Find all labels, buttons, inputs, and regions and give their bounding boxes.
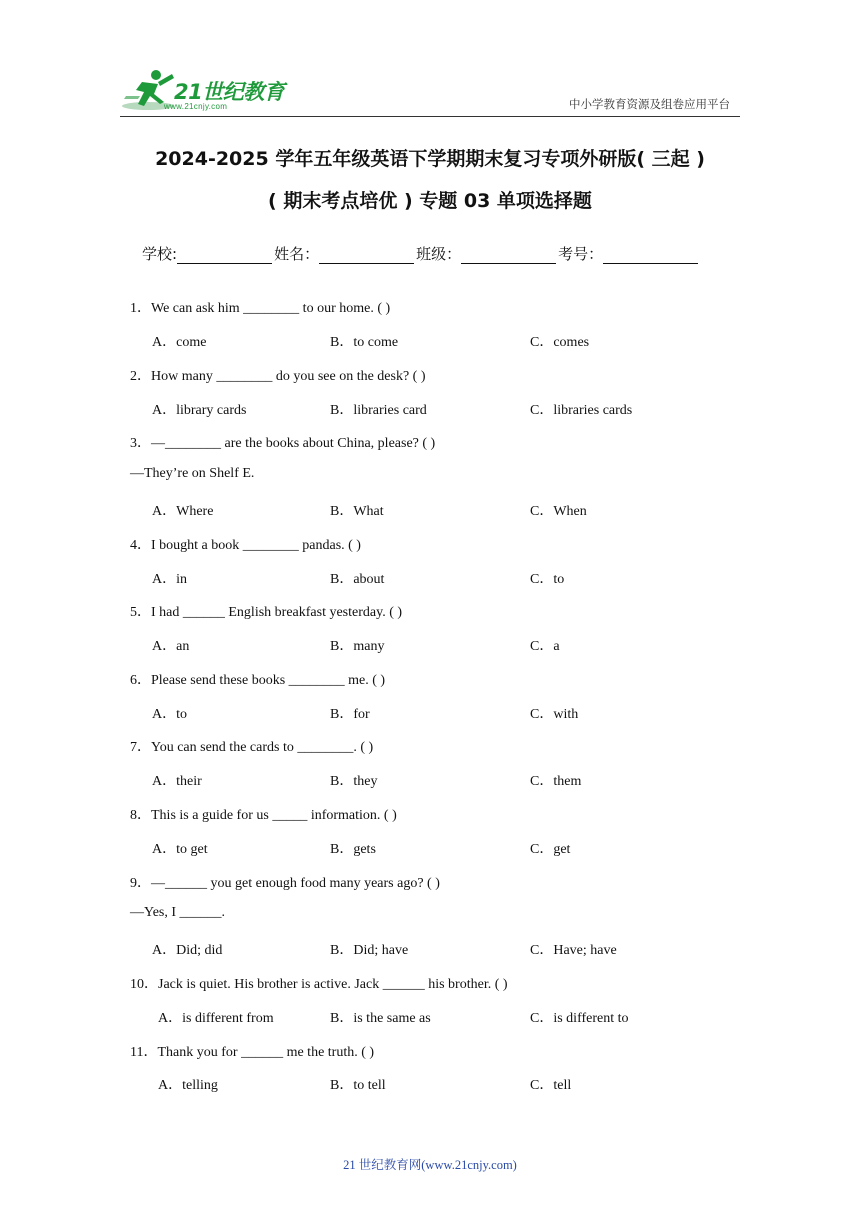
question-stem: 7．You can send the cards to ________. ( )	[130, 740, 374, 755]
option-a[interactable]: A．to get	[152, 842, 208, 857]
number-label: 考号：	[558, 245, 604, 263]
option-b[interactable]: B．Did; have	[330, 943, 409, 958]
option-b[interactable]: B．What	[330, 504, 384, 519]
option-a[interactable]: A．Where	[152, 504, 214, 519]
school-blank[interactable]	[177, 248, 272, 264]
number-field[interactable]	[558, 243, 700, 264]
school-field[interactable]	[142, 243, 274, 264]
class-label: 班级：	[416, 245, 462, 263]
option-c[interactable]: C．comes	[530, 335, 590, 350]
option-a[interactable]: A．library cards	[152, 403, 247, 418]
option-b[interactable]: B．for	[330, 707, 370, 722]
header-divider	[120, 116, 740, 117]
name-label: 姓名：	[274, 245, 320, 263]
option-c[interactable]: C．libraries cards	[530, 403, 633, 418]
number-blank[interactable]	[603, 248, 698, 264]
option-a[interactable]: A．come	[152, 335, 207, 350]
question-stem: 6．Please send these books ________ me. ( )	[130, 673, 386, 688]
option-b[interactable]: B．is the same as	[330, 1011, 431, 1026]
question-stem: 5．I had ______ English breakfast yesterday. ( )	[130, 605, 403, 620]
option-c[interactable]: C．a	[530, 639, 560, 654]
logo-text: 21世纪教育	[174, 80, 285, 104]
logo-url: www.21cnjy.com	[164, 102, 228, 111]
question-stem: 1．We can ask him ________ to our home. ( )	[130, 301, 391, 316]
question-stem: 2．How many ________ do you see on the desk? ( )	[130, 369, 426, 384]
page-header	[120, 66, 740, 118]
option-a[interactable]: A．is different from	[158, 1011, 274, 1026]
option-c[interactable]: C．When	[530, 504, 587, 519]
question-stem: 3．—________ are the books about China, please? ( )	[130, 436, 436, 451]
option-b[interactable]: B．libraries card	[330, 403, 427, 418]
option-b[interactable]: B．to come	[330, 335, 399, 350]
option-a[interactable]: A．in	[152, 572, 187, 587]
name-blank[interactable]	[319, 248, 414, 264]
question-stem: 8．This is a guide for us _____ information. ( )	[130, 808, 397, 823]
option-c[interactable]: C．get	[530, 842, 571, 857]
option-a[interactable]: A．an	[152, 639, 190, 654]
option-c[interactable]: C．to	[530, 572, 565, 587]
platform-tagline: 中小学教育资源及组卷应用平台	[569, 97, 730, 111]
question-sub-line: —Yes, I ______.	[130, 905, 226, 920]
logo	[120, 66, 300, 116]
student-info-row	[142, 243, 700, 264]
question-stem: 4．I bought a book ________ pandas. ( )	[130, 538, 361, 553]
option-b[interactable]: B．about	[330, 572, 385, 587]
option-c[interactable]: C．is different to	[530, 1011, 629, 1026]
document-title-line1: 2024-2025 学年五年级英语下学期期末复习专项外研版( 三起 )	[155, 148, 705, 170]
question-sub-line: —They’re on Shelf E.	[130, 466, 255, 481]
class-blank[interactable]	[461, 248, 556, 264]
question-stem: 11．Thank you for ______ me the truth. ( )	[130, 1045, 375, 1060]
option-c[interactable]: C．tell	[530, 1078, 572, 1093]
option-c[interactable]: C．with	[530, 707, 579, 722]
option-b[interactable]: B．gets	[330, 842, 376, 857]
option-b[interactable]: B．many	[330, 639, 385, 654]
option-a[interactable]: A．telling	[158, 1078, 218, 1093]
class-field[interactable]	[416, 243, 558, 264]
option-b[interactable]: B．they	[330, 774, 378, 789]
option-a[interactable]: A．their	[152, 774, 202, 789]
document-title-line2: ( 期末考点培优 ) 专题 03 单项选择题	[268, 190, 592, 212]
question-stem: 10．Jack is quiet. His brother is active. Jack ______ his brother. ( )	[130, 977, 508, 992]
school-label: 学校:	[142, 245, 178, 263]
page-footer[interactable]: 21 世纪教育网(www.21cnjy.com)	[343, 1158, 517, 1172]
question-stem: 9．—______ you get enough food many years ago? ( )	[130, 876, 440, 891]
option-a[interactable]: A．Did; did	[152, 943, 223, 958]
option-a[interactable]: A．to	[152, 707, 187, 722]
name-field[interactable]	[274, 243, 416, 264]
option-b[interactable]: B．to tell	[330, 1078, 386, 1093]
option-c[interactable]: C．them	[530, 774, 582, 789]
option-c[interactable]: C．Have; have	[530, 943, 617, 958]
